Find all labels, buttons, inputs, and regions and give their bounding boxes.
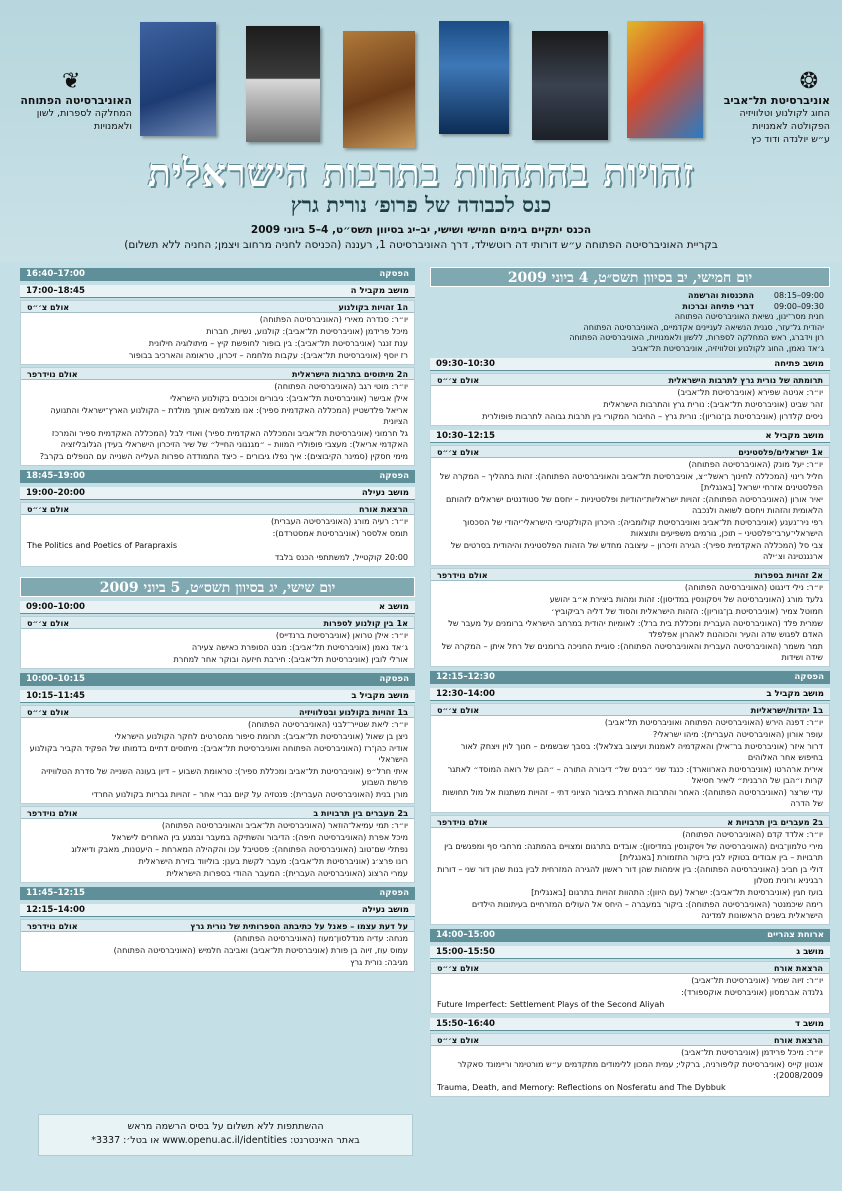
- text-line: מושב נעילה: [361, 905, 409, 915]
- book-covers: [140, 18, 710, 153]
- text-line: אילן אבישר (אוניברסיטת תל־אביב): גיבורים וכוכבים בקולנוע הישראלי: [170, 393, 408, 403]
- text-line: ה1 זהויות בקולנוע: [338, 302, 408, 312]
- greeting: ג׳אד נאמן, החוג לקולנוע וטלוויזיה, אוניברסיטת תל־אביב: [631, 343, 824, 353]
- text-line: רפי ניר־נענע (אוניברסיטת תל־אביב ואוניברסיטת קולומביה): היכרון הקולקטיבי הישראלי־יהודי של הסכסוך הישראלי־ערבי־פלסטיני – תוכן, גורמים משפיעים ותוצאות: [462, 517, 823, 538]
- session-header: [431, 704, 829, 716]
- book-cover: [140, 22, 216, 136]
- break-bar: [20, 673, 415, 686]
- break-bar: [20, 268, 415, 281]
- text-line: הרצאת אורח: [773, 1035, 823, 1045]
- text-line: הפסקה: [794, 672, 824, 682]
- session-bar: [430, 1018, 830, 1031]
- session-box: [20, 300, 415, 365]
- text-line: 18:45–19:00: [26, 471, 86, 481]
- session-body: [21, 313, 414, 364]
- session-box: [430, 815, 830, 925]
- text-line: 08:15–09:00: [773, 291, 824, 300]
- registration-box: [38, 1114, 413, 1156]
- text-line: ב1 זהויות בקולנוע ובטלוויזיה: [299, 707, 408, 717]
- tau-logo-icon: ❂: [799, 69, 818, 94]
- text-line: 17:00–18:45: [26, 286, 86, 296]
- tau-line: הפקולטה לאמנויות: [752, 121, 830, 132]
- text-line: אורלי לובין (אוניברסיטת תל־אביב): חירבת חיזעה ובוקר אחר למחרת: [173, 654, 408, 664]
- text-line: אודיה כהן־רז (האוניברסיטה הפתוחה ואוניברסיטת תל־אביב): מיתוסים דתיים בדמותו של הפקיד הקביר בקולנוע הישראלי: [29, 743, 408, 764]
- text-line: ב1 יהדות/ישראליות: [750, 705, 823, 715]
- session-box: [430, 1033, 830, 1097]
- text-line: א1 בין קולנוע לספרות: [323, 618, 408, 628]
- text-line: 19:00–20:00: [26, 488, 86, 498]
- text-line: 15:00–15:50: [436, 947, 496, 957]
- text-line: מושב א: [378, 602, 409, 612]
- session-body: [431, 974, 829, 1013]
- session-header: [431, 962, 829, 974]
- session-bar: [20, 487, 415, 500]
- session-header: [431, 446, 829, 458]
- text-line: 15:50–16:40: [436, 1019, 496, 1029]
- session-header: [21, 368, 414, 380]
- text-line: יו״ר: אילן טרואן (אוניברסיטת ברנדייס): [275, 630, 408, 640]
- session-header: [431, 816, 829, 828]
- text-line: יו״ר: מוטי רגב (האוניברסיטה הפתוחה): [274, 381, 408, 391]
- text-line: אולם צ׳״ס: [437, 1035, 480, 1045]
- text-line: מושב מקביל ה: [350, 286, 409, 296]
- text-line: ענת זנגר (אוניברסיטת תל־אביב): בין בופור לחופשת קיץ – מיתולוגיה חילונית: [148, 338, 408, 348]
- session-box: [20, 367, 415, 466]
- text-line: 16:40–17:00: [26, 269, 86, 279]
- text-line: יו״ר: יעל מונק (האוניברסיטה הפתוחה): [688, 459, 823, 469]
- text-line: חליל רינוי (המכללה לחינוך ראשל״צ, אוניברסיטת תל־אביב והאוניברסיטה הפתוחה): זהות בתהליך – המקרה של הפלסטינים אזרחי ישראל [באנגלית]: [439, 471, 823, 492]
- text-line: אולם נוידרפר: [27, 369, 78, 379]
- text-line: א1 ישראלים/פלסטינים: [738, 447, 823, 457]
- sub-title: כנס לכבודה של פרופ׳ נורית גרץ: [290, 192, 552, 217]
- header: [0, 0, 842, 262]
- text-line: עדי שרצר (האוניברסיטה הפתוחה): האחר והתרבות האחרת בציבור הציוני דתי – זהויות משתנות אל מול תחושות של הדרה: [442, 787, 823, 808]
- session-body: [21, 515, 414, 566]
- text-line: זהר שביט (אוניברסיטת תל־אביב): נורית גרץ והתרבות הישראלית: [603, 399, 823, 409]
- text-line: 09:00–09:30: [773, 301, 824, 311]
- text-line: הפסקה: [379, 269, 409, 279]
- opening-row: [436, 302, 824, 313]
- session-body: [431, 1046, 829, 1096]
- session-body: [21, 380, 414, 465]
- session-bar: [20, 601, 415, 614]
- text-line: יו״ר: דפנה הירש (האוניברסיטה הפתוחה ואוניברסיטת תל־אביב): [604, 717, 823, 727]
- text-line: אולם צ׳״ס: [27, 618, 70, 628]
- text-line: אולם נוידרפר: [27, 921, 78, 931]
- opening-block: [430, 287, 830, 354]
- text-line: מיכל פרידמן (אוניברסיטת תל־אביב): קולנוע, נשיות, חברות: [206, 326, 408, 336]
- session-header: [21, 920, 414, 932]
- text-line: בועז חגין (אוניברסיטת תל־אביב): ישראל (עם היוון): התהוות זהויות בתרגום [באנגלית]: [531, 887, 823, 897]
- session-box: [20, 919, 415, 972]
- text-line: ג׳אד נאמן (אוניברסיטת תל־אביב): מבט הסופרת כאישה צעירה: [191, 642, 408, 652]
- event-dates: הכנס יתקיים בימים חמישי ושישי, יב–יג בסיוון תשס״ט, 4–5 ביוני 2009: [250, 224, 592, 236]
- book-cover: [627, 21, 703, 138]
- open-university-name: האוניברסיטה הפתוחה: [20, 94, 132, 107]
- text-line: Trauma, Death, and Memory: Reflections on Nosferatu and The Dybbuk: [437, 1082, 726, 1092]
- text-line: צבי סל (המכללה האקדמית ספיר): הגירה וזיכרון – עיצובה מחדש של הזהות הפלסטינית והיהודית בסרטים של ארנגנטינה וצ׳ילה: [450, 540, 823, 561]
- text-line: תרומתה של נורית גרץ לתרבות הישראלית: [668, 375, 823, 385]
- text-line: אולם צ׳״ס: [437, 375, 480, 385]
- session-bar: [20, 690, 415, 703]
- text-line: ה2 מיתוסים בתרבות הישראלית: [292, 369, 408, 379]
- text-line: 09:30–10:30: [436, 359, 496, 369]
- text-line: אולם נוידרפר: [27, 808, 78, 818]
- session-body: [431, 828, 829, 924]
- text-line: אולם צ׳״ס: [27, 504, 70, 514]
- day1-column: [430, 264, 830, 1097]
- session-box: [430, 373, 830, 426]
- session-header: [431, 374, 829, 386]
- text-line: אנטון קייס (אוניברסיטת קליפורניה, ברקלי; עמית המכון ללימודים מתקדמים ע״ש מורטימר וריימונד סאקלר 2008/2009):: [457, 1059, 823, 1080]
- text-line: יו״ר: מיכל פרידמן (אוניברסיטת תל־אביב): [681, 1047, 823, 1057]
- text-line: הפסקה: [379, 471, 409, 481]
- tau-line: החוג לקולנוע וטלוויזיה: [739, 108, 830, 119]
- session-body: [21, 932, 414, 971]
- text-line: ניסים קלדרון (אוניברסיטת בן־גוריון): נורית גרץ – החיבור המקורי בין תרבות גבוהה לתרבות פופולרית: [482, 411, 823, 421]
- text-line: ניצן בן שאול (אוניברסיטת תל־אביב): תרומת סיפור מהסרטים לחקר הקולנוע הישראלי: [114, 731, 408, 741]
- text-line: אולם צ׳״ס: [27, 302, 70, 312]
- lunch-bar: [430, 929, 830, 942]
- text-line: דברי פתיחה וברכות: [682, 301, 754, 311]
- text-line: דרור איזר (אוניברסיטת בר־אילן והאקדמיה לאמנות ועיצוב בצלאל): בסבך שבשמים – חנוך לוין ויצחק לאור בחיפוש אחר האלוהים: [460, 741, 823, 762]
- tau-logo: [712, 70, 830, 146]
- text-line: אולם צ׳״ס: [437, 705, 480, 715]
- text-line: על דעת עצמו – פאנל על כתיבתה הספרותית של נורית גרץ: [190, 921, 408, 931]
- text-line: יו״ר: סנדרה מאירי (האוניברסיטה הפתוחה): [259, 314, 408, 324]
- text-line: The Politics and Poetics of Parapraxis: [27, 540, 178, 550]
- session-box: [430, 961, 830, 1014]
- session-header: [21, 706, 414, 718]
- registration-link[interactable]: באתר האינטרנט: www.openu.ac.il/identities או בטל׳: 3337*: [91, 1135, 360, 1146]
- session-bar: [430, 430, 830, 443]
- text-line: מגיבה: נורית גרץ: [350, 957, 408, 967]
- text-line: 14:00–15:00: [436, 930, 496, 940]
- text-line: גלנדה אברמסון (אוניברסיטת אוקספורד):: [681, 987, 823, 997]
- session-header: [21, 617, 414, 629]
- text-line: רונו פרצ׳ג (אוניברסיטת תל־אביב): מעבר לקשת בענן: בוליווד בזירת הישראלית: [138, 856, 408, 866]
- session-box: [20, 502, 415, 567]
- text-line: יו״ר: נילי דינגוט (האוניברסיטה הפתוחה): [684, 582, 823, 592]
- text-line: 11:45–12:15: [26, 888, 86, 898]
- text-line: מושב מקביל א: [765, 431, 824, 441]
- session-header: [21, 301, 414, 313]
- text-line: שמרית פלד (האוניברסיטה העברית ומכללת בית ברל): לאומיות יהודית במרחב הישראלי ברומנים על מעבר של האדם לפגוש שדה והעיר והכוהנות לאהרון אפלפלד: [448, 618, 823, 639]
- text-line: נפתלי שם־טוב (האוניברסיטה הפתוחה): פסטיבל עכו והקהילה המארחת – היעטנות, מאבק ודיאלוג: [71, 844, 408, 854]
- session-box: [430, 445, 830, 566]
- text-line: מנחה: עדיה מנדלסון־מעוז (האוניברסיטה הפתוחה): [233, 933, 408, 943]
- text-line: הפסקה: [379, 888, 409, 898]
- text-line: יו״ר: רעיה מורג (האוניברסיטה העברית): [270, 516, 408, 526]
- text-line: הרצאת אורח: [358, 504, 408, 514]
- text-line: מושב מקביל ב: [351, 691, 409, 701]
- text-line: מושב ג: [796, 947, 824, 957]
- session-box: [20, 616, 415, 669]
- session-bar: [430, 688, 830, 701]
- text-line: תמר משמר (האוניברסיטה העברית והאוניברסיטה הפתוחה): סוגיית החניכה ברומנים של רחל איתן – המקרה של שידה ושידות: [441, 641, 823, 662]
- session-bar: [20, 285, 415, 298]
- book-cover: [343, 31, 415, 148]
- text-line: 12:30–14:00: [436, 689, 496, 699]
- text-line: רז יוסף (אוניברסיטת תל־אביב): עקבות מלחמה – זיכרון, טראומה והארכיב בבופור: [128, 350, 408, 360]
- text-line: מירי טלמון־בוים (האוניברסיטה של ויסקונסין במדיסון): אובדים בתרגום ומצויים בהמתנה: מרחבי סף ומפגשים בין תרבויות – בין אבודים בטוקיו לבין ביקור התזמורת [באנגלית]: [444, 841, 823, 862]
- text-line: יו״ר: אלדד קדם (האוניברסיטה הפתוחה): [682, 829, 823, 839]
- open-university-logo-icon: ❦: [62, 69, 81, 94]
- text-line: יו״ר: אניטה שפירא (אוניברסיטת תל־אביב): [677, 387, 823, 397]
- text-line: יו״ר: תמי עמיאל־הוזאר (האוניברסיטה תל־אביב והאוניברסיטה הפתוחה): [161, 820, 408, 830]
- session-bar: [430, 946, 830, 959]
- book-cover: [532, 31, 608, 140]
- text-line: עופר אורון (האוניברסיטה העברית): מיהו ישראלי?: [653, 729, 823, 739]
- text-line: עמוס עוז, זיוה בן פורת (אוניברסיטת תל־אביב) ואביבה חלמיש (האוניברסיטה הפתוחה): [113, 945, 408, 955]
- session-header: [21, 807, 414, 819]
- session-bar: [430, 358, 830, 371]
- session-header: [431, 1034, 829, 1046]
- text-line: מושב מקביל ב: [766, 689, 824, 699]
- session-body: [21, 819, 414, 882]
- open-university-logo: [12, 70, 132, 133]
- tau-name: אוניברסיטת תל־אביב: [723, 94, 830, 107]
- session-box: [430, 568, 830, 667]
- book-cover: [246, 26, 320, 142]
- text-line: אולם צ׳״ס: [437, 963, 480, 973]
- text-line: מושב נעילה: [361, 488, 409, 498]
- session-body: [21, 718, 414, 803]
- day2-title: יום שישי, יג בסיוון תשס״ט, 5 ביוני 2009: [20, 577, 415, 597]
- registration-line: ההשתתפות ללא תשלום על בסיס הרשמה מראש: [127, 1121, 324, 1132]
- text-line: 10:15–11:45: [26, 691, 86, 701]
- day1-title: יום חמישי, יב בסיוון תשס״ט, 4 ביוני 2009: [430, 267, 830, 287]
- session-box: [20, 806, 415, 883]
- session-box: [20, 705, 415, 804]
- text-line: הרצאת אורח: [773, 963, 823, 973]
- text-line: איתי חרל״פ (אוניברסיטת תל־אביב ומכללת ספיר): טראומת השבוע – דיון בעונה השנייה של סדרת הטלוויזיה פרשת השבוע: [41, 766, 408, 787]
- left-column: [20, 264, 415, 972]
- text-line: 10:00–10:15: [26, 674, 86, 684]
- text-line: אולם צ׳״ס: [437, 447, 480, 457]
- text-line: מיכל אפרת (האוניברסיטה חיפה): הדיבור והשתיקה במעבר ובמגע בין האחרים לישראל: [111, 832, 408, 842]
- session-header: [21, 503, 414, 515]
- break-bar: [20, 887, 415, 900]
- greeting: חנית מסר־ינון, נשיאת האוניברסיטה הפתוחה: [674, 312, 824, 321]
- greeting: יהודית גל־עזר, סגנית הנשיאה לעניינים אקדמיים, האוניברסיטה הפתוחה: [583, 322, 824, 332]
- text-line: יאיר אורון (האוניברסיטה הפתוחה): זהויות ישראליות־יהודיות ופלסטיניות – יחסם של סטודנטים ישראלים לזהותם הלאומית והזהות ויחסם לשואה ולנכבה: [446, 494, 823, 515]
- text-line: דולי בן חביב (האוניברסיטה הפתוחה): בין אימהות שהן דור ראשון להגירה המזרחית לבין בנות שהן דור שני – דורות רבגיניא ורונית מטלון: [437, 864, 823, 885]
- text-line: יו״ר: ליאת שטייר־לבני (האוניברסיטה הפתוחה): [248, 719, 408, 729]
- text-line: אולם נוידרפר: [437, 817, 488, 827]
- text-line: רימה שיכמנטר (האוניברסיטה הפתוחה): ביקור במעברה – היחס אל העולים המזרחיים בעיתונות הילדים הישראלית בשנים הראשונות למדינה: [471, 899, 823, 920]
- session-body: [431, 458, 829, 565]
- text-line: גלעד מורג (האוניברסיטה של ויסקונסין במדיסון): זהות ומהות ביצירת א״ב יהושע: [549, 594, 823, 604]
- text-line: מושב פתיחה: [774, 359, 824, 369]
- text-line: אירית ארהרטו (אוניברסיטת הארווארד): כנגד שני ״בנים של״ דיבורה התורה – ״הבן של רואה המוסד״ לאתגר קרות ו״הבן של הרבנית״ ליאיר חסיאל: [447, 764, 823, 785]
- text-line: יו״ר: זיוה שמיר (אוניברסיטת תל־אביב): [691, 975, 823, 985]
- break-bar: [20, 470, 415, 483]
- session-header: [431, 569, 829, 581]
- text-line: 12:15–12:30: [436, 672, 496, 682]
- greeting: רון וידברג, ראש המחלקה לספרות, ללשון ולאמנויות, האוניברסיטה הפתוחה: [569, 333, 824, 342]
- text-line: 20:00 קוקטייל, למשתתפי הכנס בלבד: [274, 552, 408, 562]
- main-title: זהויות בהתהוות בתרבות הישראלית: [147, 150, 695, 195]
- session-bar: [20, 904, 415, 917]
- text-line: אולם נוידרפר: [437, 570, 488, 580]
- text-line: 09:00–10:00: [26, 602, 86, 612]
- text-line: הפסקה: [379, 674, 409, 684]
- text-line: גל חרמוני (אוניברסיטת תל־אביב והמכללה האקדמית ספיר) ואודי לבל (המכללה האקדמית ספיר והמרכז האקדמי אריאל): מעצבי פופולרי המוות – ״מגנגוני החייל״ של שיר הזיכרון הישראלי בעידן הגלובליזציה: [51, 428, 408, 449]
- session-body: [431, 386, 829, 425]
- text-line: א2 זהויות בספרות: [754, 570, 823, 580]
- text-line: 12:15–14:00: [26, 905, 86, 915]
- open-university-line: המחלקה לספרות, לשון ולאמנויות: [36, 108, 132, 132]
- text-line: מימי חסקין (סמינר הקיבוצים): איך נפלו גיבורים – כיצד התמודדה ספרות העלייה השנייה עם הנופלים בקרב?: [39, 451, 408, 461]
- text-line: ב2 מעברים בין תרבויות ב: [313, 808, 408, 818]
- session-box: [430, 703, 830, 813]
- text-line: ארוחת צהריים: [767, 930, 824, 940]
- break-bar: [430, 671, 830, 684]
- session-body: [21, 629, 414, 668]
- text-line: אולם צ׳״ס: [27, 707, 70, 717]
- book-cover: [439, 21, 509, 134]
- text-line: מורן בנית (האוניברסיטה העברית): פנטזיה על קיום גברי אחר – זהויות גבריות בקולנוע החרדי: [91, 789, 408, 799]
- text-line: Future Imperfect: Settlement Plays of the Second Aliyah: [437, 999, 665, 1009]
- text-line: חמוטל צמיר (אוניברסיטת בן־גוריון): הזהות הישראלית והסוד של דליה רביקוביץ׳: [551, 606, 823, 616]
- text-line: תומס אלססר (אוניברסיטת אמסטרדם):: [272, 528, 408, 538]
- opening-row: [436, 291, 824, 302]
- text-line: אריאל פלדשטיין (המכללה האקדמית ספיר): אנו מצלמים אותך מולדת – הקולנוע הארץ־ישראלי והתנועה הציונית: [50, 405, 408, 426]
- text-line: מושב ד: [795, 1019, 824, 1029]
- text-line: ב2 מעברים בין תרבויות א: [727, 817, 823, 827]
- text-line: עמרי הרצוג (האוניברסיטה העברית): המעבר ההודי בספרות הישראלית: [166, 868, 408, 878]
- session-body: [431, 716, 829, 812]
- session-body: [431, 581, 829, 666]
- event-location: בקריית האוניברסיטה הפתוחה ע״ש דורותי דה רוטשילד, דרך האוניברסיטה 1, רעננה (הכניסה לחניה מרחוב ויצמן; החניה ללא תשלום): [124, 239, 718, 251]
- text-line: 10:30–12:15: [436, 431, 496, 441]
- tau-line: ע״ש יולנדה ודוד כץ: [751, 134, 830, 145]
- text-line: התכנסות והרשמה: [688, 291, 754, 300]
